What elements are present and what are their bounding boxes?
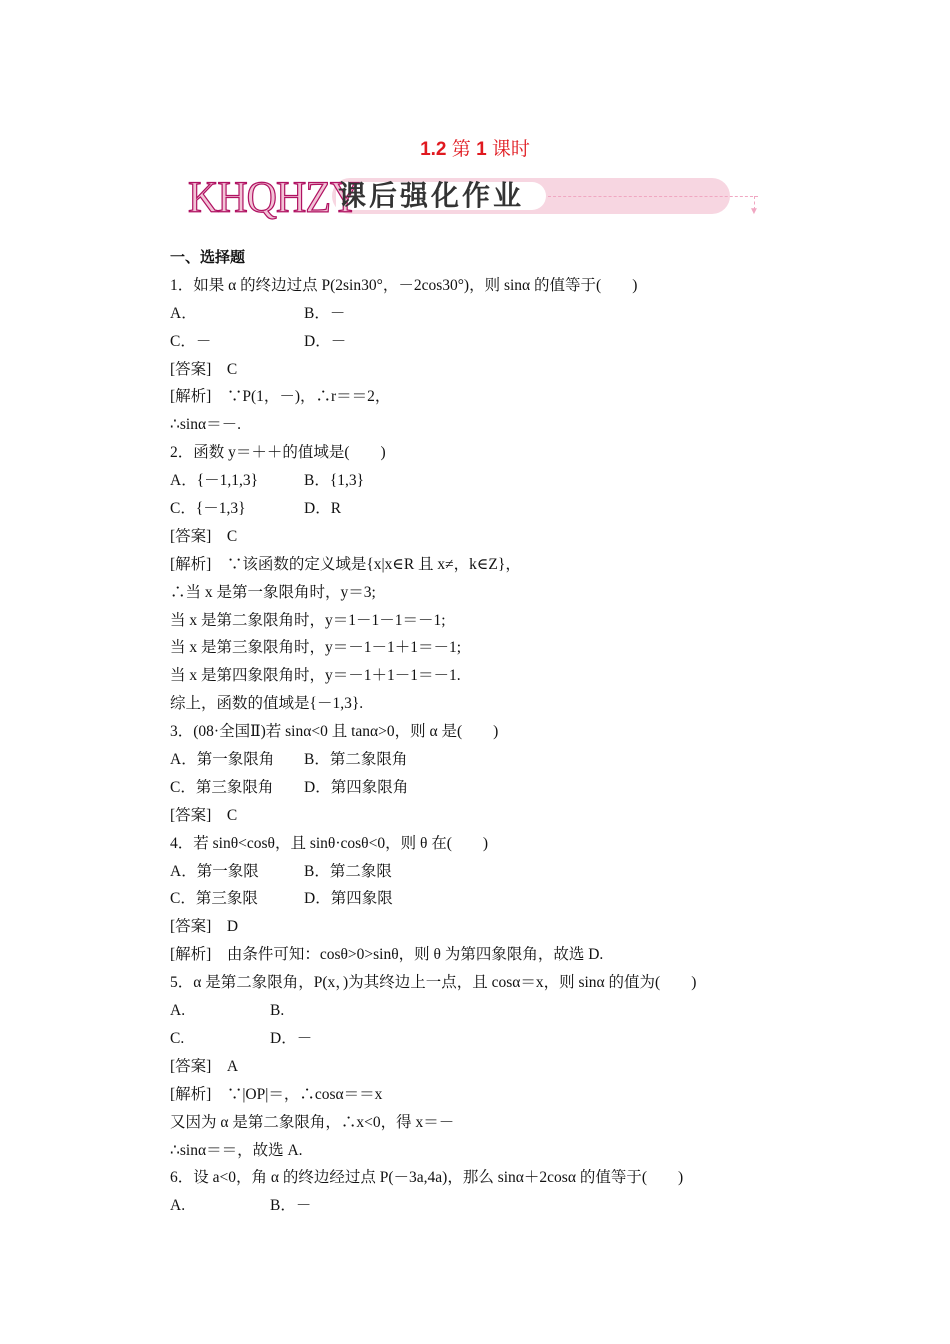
option-right: B. xyxy=(270,1002,285,1020)
text-line xyxy=(170,383,790,411)
line-text: [答案] C xyxy=(170,527,238,545)
option-left: A．第一象限 xyxy=(170,862,259,880)
title-num2: 1 xyxy=(476,139,487,160)
line-text: [答案] C xyxy=(170,360,238,378)
text-line xyxy=(170,913,790,941)
option-left: C．第三象限角 xyxy=(170,778,274,796)
text-line xyxy=(170,1109,790,1137)
text-line xyxy=(170,467,790,495)
banner-text: 课后强化作业 xyxy=(338,179,525,212)
option-right: D．R xyxy=(304,500,342,518)
banner-dashed-line xyxy=(548,196,758,197)
text-line xyxy=(170,969,790,997)
line-text: ∴sinα＝－. xyxy=(170,416,241,434)
text-line xyxy=(170,1192,790,1220)
line-text: [答案] C xyxy=(170,806,238,824)
option-right: D．第四象限 xyxy=(304,890,393,908)
text-line xyxy=(170,244,790,272)
line-text: 4．若 sinθ<cosθ，且 sinθ·cosθ<0，则 θ 在( ) xyxy=(170,834,489,852)
text-line xyxy=(170,1081,790,1109)
section-heading: 一、选择题 xyxy=(170,248,246,266)
chevron-down-icon: ▼ xyxy=(749,206,759,217)
option-left: C．第三象限 xyxy=(170,890,258,908)
line-text: [解析] 由条件可知：cosθ>0>sinθ，则 θ 为第四象限角，故选 D. xyxy=(170,946,604,964)
text-line xyxy=(170,579,790,607)
option-right: D．－ xyxy=(304,332,347,350)
line-text: 当 x 是第四象限角时，y＝－1＋1－1＝－1. xyxy=(170,667,461,685)
text-line xyxy=(170,607,790,635)
option-right: B．第二象限角 xyxy=(304,751,408,769)
line-text: [答案] D xyxy=(170,918,239,936)
option-right: D．第四象限角 xyxy=(304,778,409,796)
text-line xyxy=(170,328,790,356)
banner-logo: KHQHZY xyxy=(188,173,360,223)
text-line xyxy=(170,1053,790,1081)
line-text: [解析] ∵P(1，－)，∴r＝＝2， xyxy=(170,388,391,406)
exercise-content xyxy=(170,244,790,1220)
text-line xyxy=(170,523,790,551)
option-left: A. xyxy=(170,1002,186,1020)
line-text: 综上，函数的值域是{－1,3}. xyxy=(170,695,364,713)
text-line xyxy=(170,1164,790,1192)
text-line xyxy=(170,885,790,913)
option-left: C．{－1,3} xyxy=(170,500,246,518)
text-line xyxy=(170,997,790,1025)
option-right: B．－ xyxy=(304,304,346,322)
line-text: [解析] ∵|OP|＝，∴cosα＝＝x xyxy=(170,1085,383,1103)
text-line xyxy=(170,802,790,830)
text-line xyxy=(170,690,790,718)
line-text: 6．设 a<0，角 α 的终边经过点 P(－3a,4a)，那么 sinα＋2cosα 的值等于( ) xyxy=(170,1169,684,1187)
text-line xyxy=(170,1025,790,1053)
line-text: 1．如果 α 的终边过点 P(2sin30°，－2cos30°)，则 sinα 的值等于( ) xyxy=(170,276,638,294)
line-text: 当 x 是第二象限角时，y＝1－1－1＝－1; xyxy=(170,611,446,629)
text-line xyxy=(170,858,790,886)
option-left: A． xyxy=(170,304,197,322)
text-line xyxy=(170,300,790,328)
option-right: B．{1,3} xyxy=(304,472,365,490)
line-text: 当 x 是第三象限角时，y＝－1－1＋1＝－1; xyxy=(170,639,462,657)
text-line xyxy=(170,551,790,579)
option-left: A．第一象限角 xyxy=(170,751,275,769)
title-text: 第 xyxy=(446,139,477,160)
title-num: 1.2 xyxy=(420,139,447,160)
line-text: 3．(08·全国Ⅱ)若 sinα<0 且 tanα>0，则 α 是( ) xyxy=(170,723,499,741)
text-line xyxy=(170,411,790,439)
line-text: ∴sinα＝＝，故选 A. xyxy=(170,1141,303,1159)
line-text: 2．函数 y＝＋＋的值域是( ) xyxy=(170,444,386,462)
text-line xyxy=(170,634,790,662)
option-right: D．－ xyxy=(270,1029,313,1047)
text-line xyxy=(170,774,790,802)
text-line xyxy=(170,1137,790,1165)
line-text: [解析] ∵该函数的定义域是{x|x∈R 且 x≠，k∈Z}， xyxy=(170,555,521,573)
text-line xyxy=(170,941,790,969)
line-text: ∴当 x 是第一象限角时，y＝3; xyxy=(170,583,376,601)
option-right: B．第二象限 xyxy=(304,862,392,880)
option-left: A. xyxy=(170,1197,186,1215)
text-line xyxy=(170,746,790,774)
lesson-title xyxy=(0,134,950,161)
text-line xyxy=(170,439,790,467)
text-line xyxy=(170,356,790,384)
text-line xyxy=(170,495,790,523)
option-left: C．－ xyxy=(170,332,212,350)
homework-banner xyxy=(186,172,766,224)
line-text: 5．α 是第二象限角，P(x，)为其终边上一点，且 cosα＝x，则 sinα 的值为( ) xyxy=(170,974,697,992)
text-line xyxy=(170,830,790,858)
title-text2: 课时 xyxy=(486,139,530,160)
line-text: 又因为 α 是第二象限角，∴x<0，得 x＝－ xyxy=(170,1113,455,1131)
option-left: A．{－1,1,3} xyxy=(170,472,259,490)
text-line xyxy=(170,718,790,746)
line-text: [答案] A xyxy=(170,1057,239,1075)
text-line xyxy=(170,662,790,690)
option-right: B．－ xyxy=(270,1197,312,1215)
text-line xyxy=(170,272,790,300)
option-left: C. xyxy=(170,1029,185,1047)
